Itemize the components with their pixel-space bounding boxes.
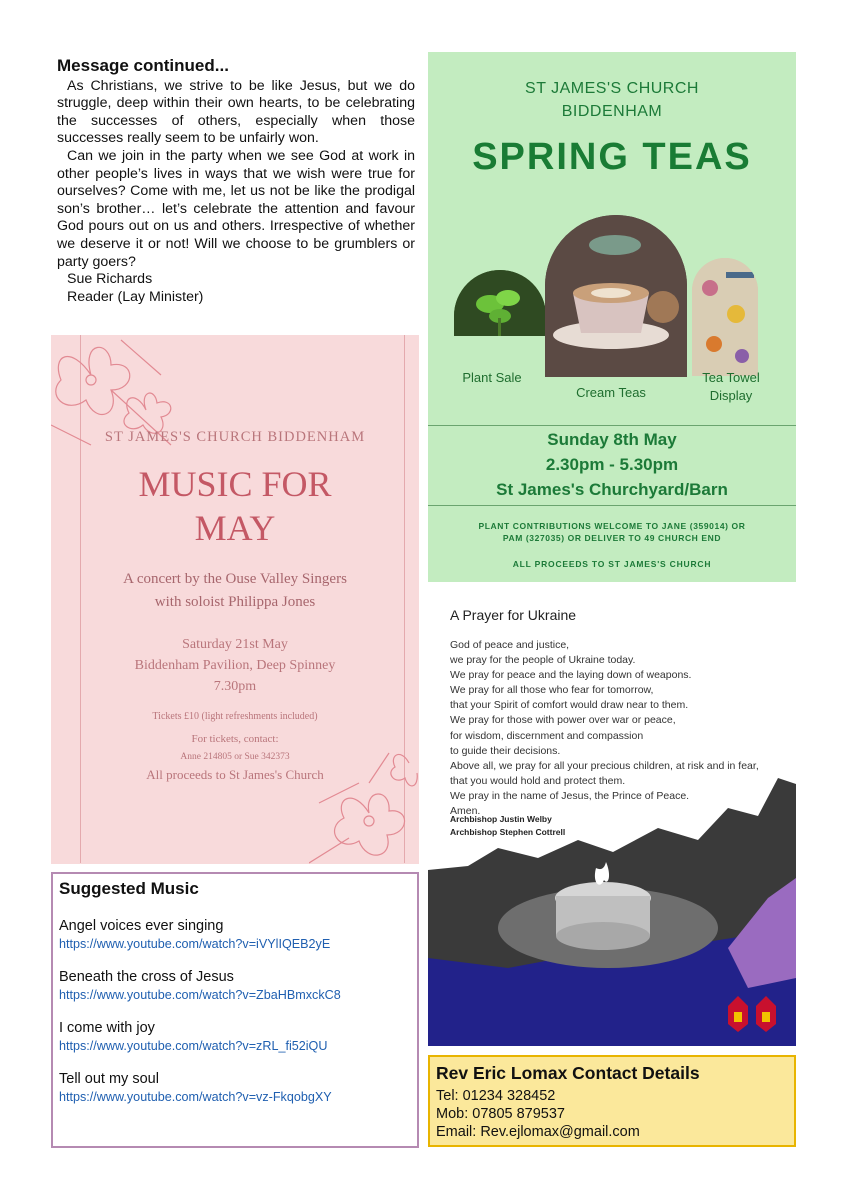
prayer-line: Above all, we pray for all your precious children, at risk and in fear, [450,759,759,772]
plant-photo [454,270,546,336]
song-link[interactable]: https://www.youtube.com/watch?v=ZbaHBmxckC8 [59,988,341,1002]
caption-tea-towel-2: Display [709,388,753,403]
teas-divider-bottom [428,505,796,506]
caption-tea-towel-1: Tea Towel [702,370,760,385]
song-title: Beneath the cross of Jesus [59,969,234,985]
poster-church-name: ST JAMES'S CHURCH BIDDENHAM [104,429,366,445]
contact-title: Rev Eric Lomax Contact Details [436,1063,700,1083]
teas-title: SPRING TEAS [472,136,752,178]
song-link[interactable]: https://www.youtube.com/watch?v=zRL_fi52iQU [59,1039,328,1053]
teas-proceeds: ALL PROCEEDS TO ST JAMES'S CHURCH [512,559,712,569]
prayer-line: that your Spirit of comfort would draw near to them. [450,699,689,712]
poster-contact-label: For tickets, contact: [191,733,279,745]
song-title: Tell out my soul [59,1071,159,1087]
suggested-music-box [51,872,419,1148]
poster-proceeds: All proceeds to St James's Church [146,767,324,782]
tea-towel-icon [692,258,758,376]
teas-date: Sunday 8th May [547,430,677,449]
contact-email[interactable]: Email: Rev.ejlomax@gmail.com [436,1124,640,1140]
poster-desc-line2: with soloist Philippa Jones [154,594,316,610]
song-link[interactable]: https://www.youtube.com/watch?v=vz-FkqobgXY [59,1090,332,1104]
prayer-section [428,598,796,1046]
song-title: I come with joy [59,1020,155,1036]
contact-tel[interactable]: Tel: 01234 328452 [436,1088,556,1104]
prayer-line: We pray for peace and the laying down of weapons. [450,669,692,682]
poster-date: Saturday 21st May [182,637,288,652]
message-paragraph-2: Can we join in the party when we see God at work in other people’s lives in ways that we wish were true for ourselves? Come with me, let us not be like the prodigal son’s brother… let’s celebrate the attention and favour God pours out on us and others. Irrespective of whether we deserve it or not! Will we choose to be grumblers or party goers? [57,147,415,270]
prayer-line: We pray for all those who fear for tomorrow, [450,684,654,697]
suggested-music-title: Suggested Music [59,879,199,898]
prayer-line: to guide their decisions. [450,744,561,757]
message-section [57,57,415,306]
poster-title-line1: MUSIC FOR [138,464,332,504]
teas-venue: St James's Churchyard/Barn [496,480,728,499]
prayer-line: We pray for those with power over war or peace, [450,714,676,727]
prayer-author-2: Archbishop Stephen Cottrell [450,827,566,837]
poster-title-line2: MAY [194,508,276,548]
message-paragraph-1: As Christians, we strive to be like Jesus, but we do struggle, deep within their own hearts, to be celebrating the successes of others, especially when those successes really seem to be unfairly won. [57,77,415,147]
plant-icon [454,270,546,336]
teas-divider-top [428,425,796,426]
teacup-icon [545,215,687,377]
prayer-line: God of peace and justice, [450,639,570,651]
caption-plant-sale: Plant Sale [462,370,522,385]
candle-hands-illustration [428,778,796,1046]
prayer-author-1: Archbishop Justin Welby [450,814,552,824]
spring-teas-poster [428,52,796,582]
message-signature: Sue Richards [67,271,153,288]
tea-towel-photo [692,258,758,376]
prayer-line: that you would hold and protect them. [450,774,626,787]
prayer-line: We pray in the name of Jesus, the Prince of Peace. [450,789,690,802]
teas-church-line1: ST JAMES'S CHURCH [525,80,699,97]
poster-venue: Biddenham Pavilion, Deep Spinney [134,658,336,673]
poster-tickets: Tickets £10 (light refreshments included) [152,711,318,722]
poster-desc-line1: A concert by the Ouse Valley Singers [123,571,347,587]
contact-box [428,1055,796,1147]
teas-note-line1: PLANT CONTRIBUTIONS WELCOME TO JANE (359014) OR [478,521,746,531]
prayer-line: for wisdom, discernment and compassion [450,729,644,742]
music-for-may-poster [51,335,419,864]
song-title: Angel voices ever singing [59,918,224,934]
contact-mobile[interactable]: Mob: 07805 879537 [436,1106,565,1122]
poster-contacts: Anne 214805 or Sue 342373 [180,752,290,762]
message-title: Message continued... [57,56,229,75]
prayer-line: Amen. [450,805,481,818]
teas-church-line2: BIDDENHAM [561,103,663,120]
cream-tea-photo [545,215,687,377]
poster-time: 7.30pm [213,679,257,694]
teas-time: 2.30pm - 5.30pm [545,455,679,474]
prayer-title: A Prayer for Ukraine [450,607,577,623]
caption-cream-teas: Cream Teas [576,385,646,400]
message-role: Reader (Lay Minister) [67,288,204,305]
prayer-line: we pray for the people of Ukraine today. [450,654,636,667]
song-link[interactable]: https://www.youtube.com/watch?v=iVYlIQEB2yE [59,937,331,951]
teas-note-line2: PAM (327035) OR DELIVER TO 49 CHURCH END [502,533,722,543]
